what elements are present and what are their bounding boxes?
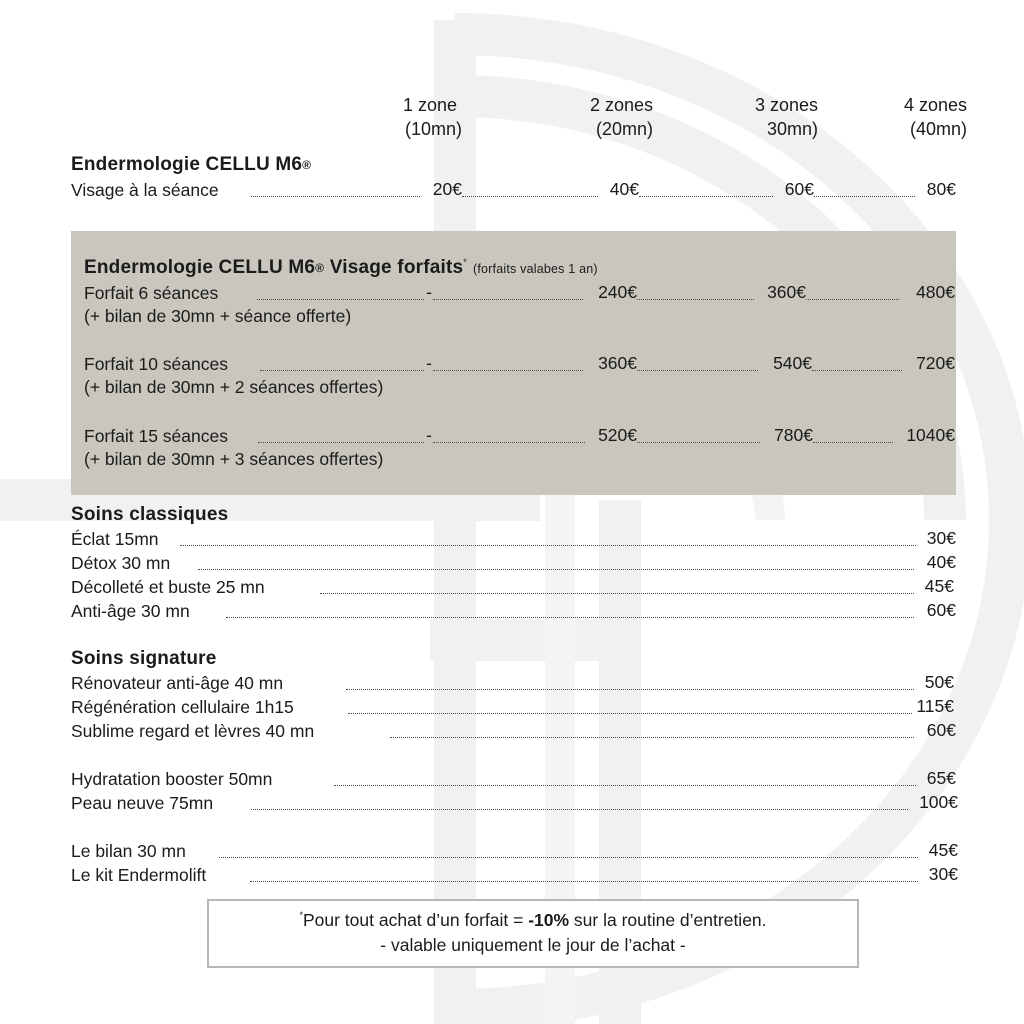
footnote-text-before: Pour tout achat d’un forfait = [302,910,529,930]
col-header-3-duration: 30mn) [766,119,818,139]
item-decollete-price: 45€ [924,576,954,596]
section-title-forfaits [84,257,598,279]
item-detox-label: Détox 30 mn [71,553,171,573]
section-title-soins-classiques: Soins classiques [71,504,229,525]
price-forfait-6-4-zones: 480€ [916,282,955,302]
row-label-visage-seance: Visage à la séance [71,180,219,200]
col-header-1-duration: (10mn) [404,119,462,139]
price-forfait-15-2-zones: 520€ [598,425,637,445]
item-renovateur-label: Rénovateur anti-âge 40 mn [71,673,284,693]
price-visage-1-zone: 20€ [432,179,462,199]
dot-leader [462,196,598,197]
footnote-box [207,899,859,968]
item-eclat-label: Éclat 15mn [71,529,159,549]
col-header-3 [755,93,818,141]
item-hydratation-label: Hydratation booster 50mn [71,769,273,789]
item-renovateur-price: 50€ [924,672,954,692]
item-bilan-label: Le bilan 30 mn [71,841,186,861]
col-header-2 [590,93,653,141]
item-hydratation-price: 65€ [926,768,956,788]
dot-leader [806,299,899,300]
forfait-15-label: Forfait 15 séances [84,426,228,446]
col-header-4-zones: 4 zones [903,95,967,115]
price-forfait-10-3-zones: 540€ [773,353,812,373]
forfait-6-details: (+ bilan de 30mn + séance offerte) [84,306,352,326]
col-header-3-zones: 3 zones [754,95,818,115]
dot-leader [433,370,583,371]
col-header-4 [904,93,967,141]
forfait-6-label: Forfait 6 séances [84,283,219,303]
price-forfait-10-1-zone: - [426,353,432,373]
col-header-1 [403,93,462,141]
section-title-cellu-m6 [71,154,311,176]
price-visage-2-zones: 40€ [609,179,639,199]
dot-leader [258,442,424,443]
dot-leader [348,713,912,714]
footnote-text-after: sur la routine d’entretien. [569,910,767,930]
footnote-line-2: - valable uniquement le jour de l’achat - [380,935,686,955]
price-forfait-15-4-zones: 1040€ [906,425,955,445]
registered-mark: ® [315,261,325,275]
section-title-text: Endermologie CELLU M6 [71,154,303,175]
dot-leader [433,442,585,443]
dot-leader [637,442,760,443]
forfait-15-details: (+ bilan de 30mn + 3 séances offertes) [84,449,384,469]
item-bilan-price: 45€ [928,840,958,860]
price-visage-3-zones: 60€ [784,179,814,199]
dot-leader [813,442,893,443]
item-eclat-price: 30€ [926,528,956,548]
forfait-10-label: Forfait 10 séances [84,354,228,374]
dot-leader [251,196,420,197]
section-title-soins-signature: Soins signature [71,648,217,669]
price-forfait-6-1-zone: - [426,282,432,302]
dot-leader [814,196,915,197]
footnote-asterisk: * [299,910,303,920]
col-header-2-duration: (20mn) [595,119,653,139]
dot-leader [433,299,583,300]
item-decollete-label: Décolleté et buste 25 mn [71,577,265,597]
dot-leader [390,737,914,738]
col-header-1-zones: 1 zone [402,95,457,115]
item-detox-price: 40€ [926,552,956,572]
item-peau-neuve-label: Peau neuve 75mn [71,793,214,813]
item-anti-age-price: 60€ [926,600,956,620]
item-kit-endermolift-price: 30€ [928,864,958,884]
item-peau-neuve-price: 100€ [919,792,958,812]
asterisk-mark: * [463,257,467,267]
forfaits-title-text: Endermologie CELLU M6 [84,257,316,278]
forfait-10-details: (+ bilan de 30mn + 2 séances offertes) [84,377,384,397]
forfaits-title-rest: Visage forfaits [324,257,464,278]
dot-leader [812,370,902,371]
dot-leader [180,545,916,546]
price-forfait-6-3-zones: 360€ [767,282,806,302]
dot-leader [198,569,914,570]
price-forfait-10-2-zones: 360€ [598,353,637,373]
dot-leader [320,593,914,594]
col-header-2-zones: 2 zones [589,95,653,115]
item-sublime-regard-label: Sublime regard et lèvres 40 mn [71,721,315,741]
price-forfait-6-2-zones: 240€ [598,282,637,302]
item-kit-endermolift-label: Le kit Endermolift [71,865,207,885]
item-sublime-regard-price: 60€ [926,720,956,740]
price-forfait-15-1-zone: - [426,425,432,445]
dot-leader [637,370,758,371]
col-header-4-duration: (40mn) [909,119,967,139]
item-regeneration-label: Régénération cellulaire 1h15 [71,697,294,717]
price-forfait-15-3-zones: 780€ [774,425,813,445]
dot-leader [226,617,914,618]
dot-leader [639,196,773,197]
dot-leader [257,299,424,300]
footnote-discount: -10% [528,910,570,930]
dot-leader [219,857,918,858]
footnote-line-1 [209,910,857,931]
dot-leader [251,809,908,810]
dot-leader [637,299,754,300]
forfaits-validity-note: (forfaits valabes 1 an) [473,262,598,276]
dot-leader [334,785,916,786]
price-forfait-10-4-zones: 720€ [916,353,955,373]
price-visage-4-zones: 80€ [926,179,956,199]
registered-mark: ® [302,158,312,172]
item-regeneration-price: 115€ [916,696,954,716]
dot-leader [346,689,914,690]
dot-leader [250,881,918,882]
item-anti-age-label: Anti-âge 30 mn [71,601,190,621]
dot-leader [260,370,424,371]
